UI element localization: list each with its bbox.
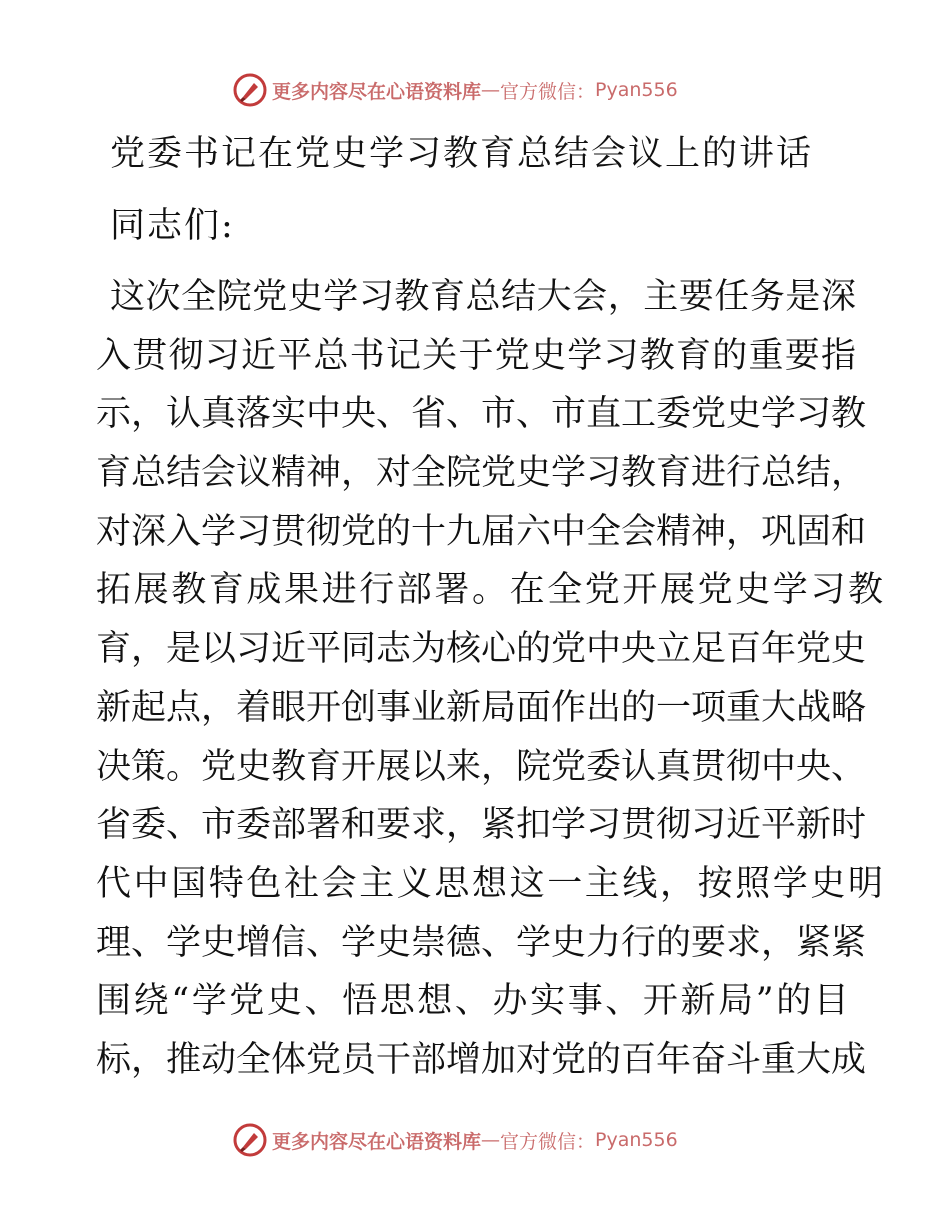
watermark-label: 更多内容尽在心语资料库 (272, 1130, 482, 1153)
body-line: 对深入学习贯彻党的十九届六中全会精神，巩固和 (96, 511, 867, 552)
body-line: 拓展教育成果进行部署。在全党开展党史学习教 (96, 570, 886, 611)
watermark-banner-bottom (232, 1120, 678, 1160)
salutation: 同志们: (110, 206, 235, 246)
body-line: 围绕“学党史、悟思想、办实事、开新局”的目 (96, 981, 852, 1022)
body-line: 这次全院党史学习教育总结大会，主要任务是深 (110, 277, 856, 317)
watermark-separator: — (481, 1129, 501, 1151)
pen-nib-logo-icon (232, 1122, 268, 1158)
body-line: 理、学史增信、学史崇德、学史力行的要求，紧紧 (96, 922, 867, 963)
body-line: 育，是以习近平同志为核心的党中央立足百年党史 (96, 629, 867, 670)
body-line: 代中国特色社会主义思想这一主线，按照学史明 (96, 863, 886, 904)
pen-nib-logo-icon (232, 72, 268, 108)
body-line: 入贯彻习近平总书记关于党史学习教育的重要指 (96, 335, 856, 376)
watermark-banner-top (232, 70, 678, 110)
watermark-label: 更多内容尽在心语资料库 (272, 80, 482, 103)
speech-body (96, 268, 886, 1090)
body-line: 标，推动全体党员干部增加对党的百年奋斗重大成 (96, 1039, 867, 1080)
watermark-wechat-label: 官方微信： (500, 80, 596, 103)
watermark-wechat-label: 官方微信： (500, 1130, 596, 1153)
body-line: 育总结会议精神，对全院党史学习教育进行总结， (96, 453, 867, 494)
watermark-account: Pyan556 (595, 1129, 678, 1151)
body-line: 省委、市委部署和要求，紧扣学习贯彻习近平新时 (96, 805, 867, 846)
body-line: 决策。党史教育开展以来，院党委认真贯彻中央、 (96, 746, 867, 787)
body-line: 新起点，着眼开创事业新局面作出的一项重大战略 (96, 687, 867, 728)
document-title: 党委书记在党史学习教育总结会议上的讲话 (110, 134, 814, 174)
watermark-separator: — (481, 79, 501, 101)
watermark-account: Pyan556 (595, 79, 678, 101)
body-line: 示，认真落实中央、省、市、市直工委党史学习教 (96, 394, 867, 435)
